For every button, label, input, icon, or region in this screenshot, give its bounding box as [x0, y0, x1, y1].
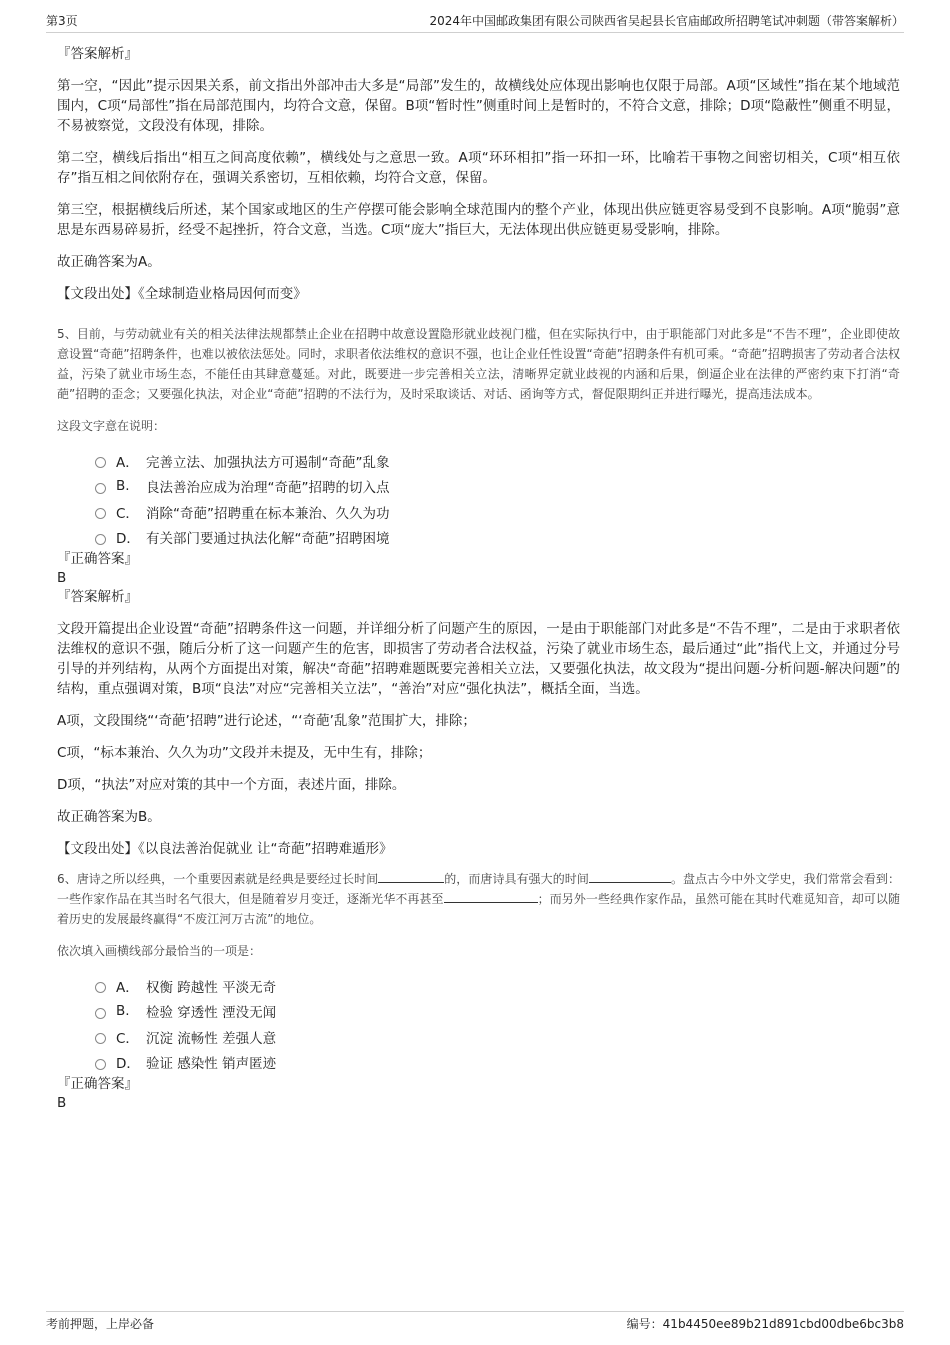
option-c[interactable]: C． 沉淀 流畅性 差强人意	[95, 1024, 900, 1050]
source-title: 《全球制造业格局因何而变》	[138, 286, 307, 302]
source-prefix: 【文段出处】	[57, 286, 138, 302]
main-content	[57, 44, 900, 1113]
option-b[interactable]: B. 良法善治应成为治理“奇葩”招聘的切入点	[95, 474, 900, 500]
blank-3	[444, 890, 538, 903]
page-footer	[46, 1311, 904, 1331]
q5-analysis-d: D项，“执法”对应对策的其中一个方面，表述片面，排除。	[57, 777, 406, 793]
analysis-paragraph-2: 第二空，横线后指出“相互之间高度依赖”，横线处与之意思一致。A项“环环相扣”指一环扣一环，比喻若干事物之间密切相关，C项“相互依存”指互相之间依附存在，强调关系密切，互相依赖，均符合文意，保留。	[57, 150, 900, 186]
question-5-options	[57, 448, 900, 550]
question-6-stem: 6、唐诗之所以经典，一个重要因素就是经典是要经过长时间 的，而唐诗具有强大的时间 。盘点古今中外文学史，我们常常会看到：一些作家作品在其当时名气很大，但是随着岁月变迁，逐渐光华不再甚至 ；而另外一些经典作家作品，虽然可能在其时代难觅知音，却可以随着历史的发展最终赢得“不废江河万古流”的地位。	[57, 872, 900, 926]
option-d[interactable]: D． 有关部门要通过执法化解“奇葩”招聘困境	[95, 525, 900, 551]
q5-source-line	[57, 839, 900, 859]
page-header	[46, 10, 904, 33]
radio-button[interactable]	[95, 483, 106, 494]
blank-1	[378, 870, 444, 883]
radio-button[interactable]	[95, 508, 106, 519]
correct-answer-value: B	[57, 1095, 67, 1111]
q5-analysis-c: C项，“标本兼治、久久为功”文段并未提及，无中生有，排除；	[57, 745, 432, 761]
analysis-label: 『答案解析』	[57, 46, 138, 62]
page-number: 第3页	[46, 14, 78, 28]
question-6-prompt: 依次填入画横线部分最恰当的一项是：	[57, 944, 262, 958]
option-a[interactable]: A． 权衡 跨越性 平淡无奇	[95, 973, 900, 999]
analysis-label: 『答案解析』	[57, 589, 138, 605]
footer-code: 编号：41b4450ee89b21d891cbd00dbe6bc3b8	[626, 1317, 904, 1331]
blank-2	[589, 870, 671, 883]
question-5-prompt: 这段文字意在说明：	[57, 419, 166, 433]
radio-button[interactable]	[95, 982, 106, 993]
analysis-paragraph-3: 第三空，根据横线后所述，某个国家或地区的生产停摆可能会影响全球范围内的整个产业，体现出供应链更容易受到不良影响。A项“脆弱”意思是东西易碎易折，经受不起挫折，符合文意，当选。C项“庞大”指巨大，无法体现出供应链更易受影响，排除。	[57, 202, 900, 238]
source-line	[57, 284, 900, 304]
radio-button[interactable]	[95, 457, 106, 468]
source-prefix: 【文段出处】	[57, 841, 138, 857]
footer-slogan: 考前押题，上岸必备	[46, 1317, 155, 1331]
question-5-stem: 5、目前，与劳动就业有关的相关法律法规都禁止企业在招聘中故意设置隐形就业歧视门槛，但在实际执行中，由于职能部门对此多是“不告不理”，企业即使故意设置“奇葩”招聘条件，也难以被依法惩处。同时，求职者依法维权的意识不强，也让企业任性设置“奇葩”招聘条件有机可乘。“奇葩”招聘损害了劳动者合法权益，污染了就业市场生态，不能任由其肆意蔓延。对此，既要进一步完善相关立法，清晰界定就业歧视的内涵和后果，倒逼企业在法律的严密约束下打消“奇葩”招聘的歪念；又要强化执法，对企业“奇葩”招聘的不法行为，及时采取谈话、对话、函询等方式，督促限期纠正并进行曝光，提高违法成本。	[57, 327, 900, 401]
q5-analysis-a: A项，文段围绕“‘奇葩’招聘”进行论述，“‘奇葩’乱象”范围扩大，排除；	[57, 713, 476, 729]
radio-button[interactable]	[95, 1033, 106, 1044]
option-d[interactable]: D． 验证 感染性 销声匿迹	[95, 1050, 900, 1076]
q5-conclusion: 故正确答案为B。	[57, 809, 161, 825]
question-6-options	[57, 973, 900, 1075]
document-title: 2024年中国邮政集团有限公司陕西省吴起县长官庙邮政所招聘笔试冲刺题（带答案解析）	[429, 14, 904, 28]
radio-button[interactable]	[95, 1008, 106, 1019]
radio-button[interactable]	[95, 1059, 106, 1070]
option-b[interactable]: B. 检验 穿透性 湮没无闻	[95, 999, 900, 1025]
radio-button[interactable]	[95, 534, 106, 545]
correct-answer-label: 『正确答案』	[57, 1076, 138, 1092]
option-a[interactable]: A． 完善立法、加强执法方可遏制“奇葩”乱象	[95, 448, 900, 474]
source-title: 《以良法善治促就业 让“奇葩”招聘难遁形》	[138, 841, 393, 857]
correct-answer-value: B	[57, 570, 67, 586]
answer-conclusion: 故正确答案为A。	[57, 254, 161, 270]
analysis-paragraph-1: 第一空，“因此”提示因果关系，前文指出外部冲击大多是“局部”发生的，故横线处应体现出影响也仅限于局部。A项“区域性”指在某个地域范围内，C项“局部性”指在局部范围内，均符合文意，保留。B项“暂时性”侧重时间上是暂时的，不符合文意，排除；D项“隐蔽性”侧重不明显，不易被察觉，文段没有体现，排除。	[57, 78, 900, 134]
q5-analysis-main: 文段开篇提出企业设置“奇葩”招聘条件这一问题，并详细分析了问题产生的原因，一是由于职能部门对此多是“不告不理”，二是由于求职者依法维权的意识不强，随后分析了这一问题产生的危害，即损害了劳动者合法权益，污染了就业市场生态，最后通过“此”指代上文，并通过分号引导的并列结构，从两个方面提出对策，解决“奇葩”招聘难题既要完善相关立法，又要强化执法，故文段为“提出问题-分析问题-解决问题”的结构，重点强调对策，B项“良法”对应“完善相关立法”，“善治”对应“强化执法”，概括全面，当选。	[57, 621, 900, 697]
correct-answer-label: 『正确答案』	[57, 551, 138, 567]
option-c[interactable]: C． 消除“奇葩”招聘重在标本兼治、久久为功	[95, 499, 900, 525]
